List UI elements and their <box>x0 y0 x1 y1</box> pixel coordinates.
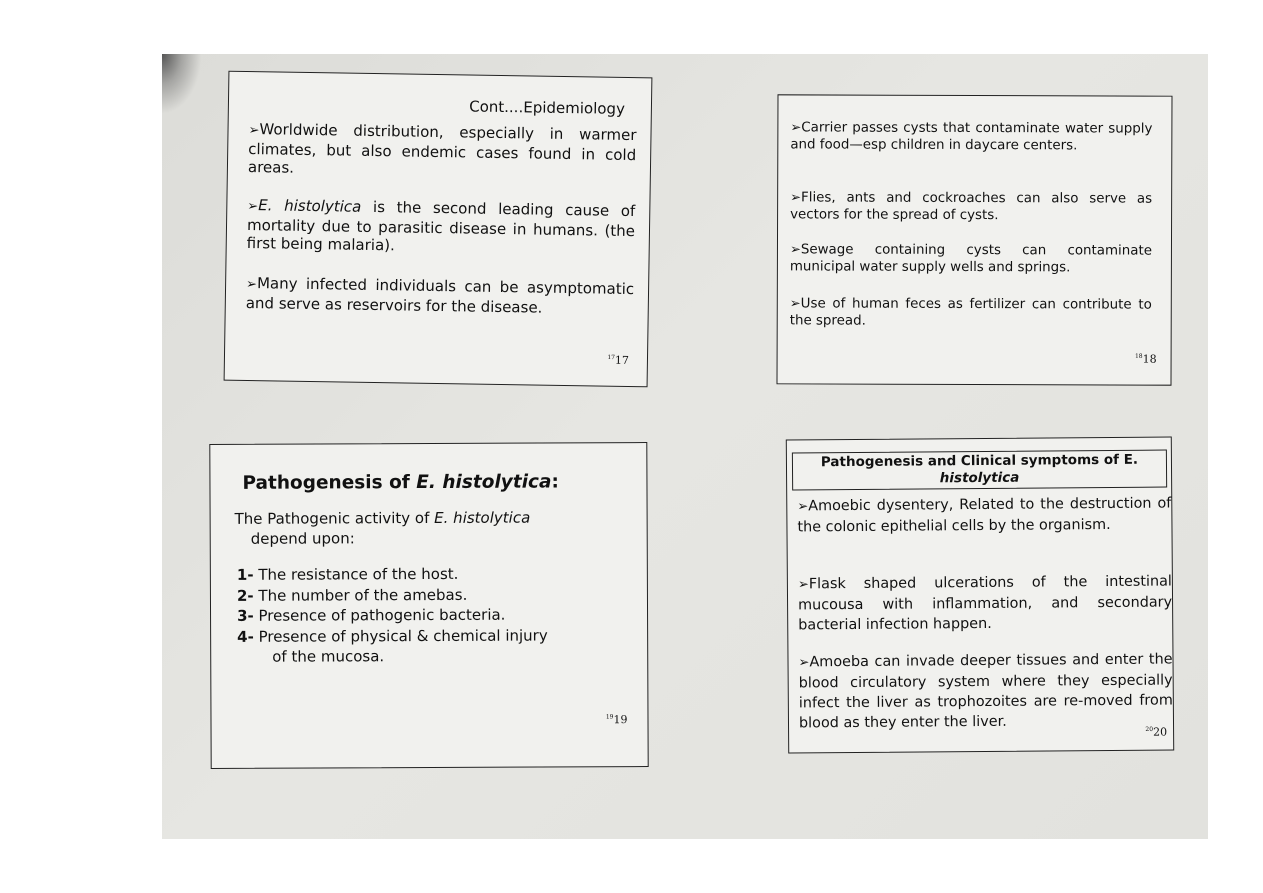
list-item: 2- The number of the amebas. <box>236 585 468 605</box>
list-item: 4- Presence of physical & chemical injury of the mucosa. <box>237 625 548 666</box>
page-number: $^{17}$17 <box>607 353 630 368</box>
slide-20 <box>786 436 1174 753</box>
bullet-mortality: ➢E. histolytica is the second leading cause of mortality due to parasitic disease in humans. (the first being malaria). <box>246 196 636 255</box>
bullet-arrow-icon: ➢ <box>247 199 259 215</box>
photo-background <box>162 54 1208 839</box>
slide-heading: Cont....Epidemiology <box>469 97 626 118</box>
bullet-worldwide: ➢Worldwide distribution, especially in warmer climates, but also endemic cases found in cold areas. <box>247 120 637 177</box>
factor-list <box>237 563 548 667</box>
list-item: 3- Presence of pathogenic bacteria. <box>237 605 506 625</box>
slide-17 <box>224 71 653 388</box>
bullet-carrier: ➢Carrier passes cysts that contaminate water supply and food—esp children in daycare centers. <box>790 120 1153 154</box>
bullet-dysentery: ➢Amoebic dysentery, Related to the destruction of the colonic epithelial cells by the organism. <box>797 495 1172 536</box>
slide-title-box: Pathogenesis and Clinical symptoms of E. histolytica <box>792 450 1167 491</box>
bullet-arrow-icon: ➢ <box>789 242 801 258</box>
bullet-arrow-icon: ➢ <box>248 123 260 139</box>
bullet-flies: ➢Flies, ants and cockroaches can also serve as vectors for the spread of cysts. <box>790 190 1153 224</box>
slide-18 <box>776 94 1172 385</box>
bullet-arrow-icon: ➢ <box>790 120 802 136</box>
bullet-arrow-icon: ➢ <box>790 190 802 206</box>
bullet-arrow-icon: ➢ <box>245 276 258 293</box>
bullet-invade: ➢Amoeba can invade deeper tissues and enter the blood circulatory system where they especially infect the liver as trophozoites are re-moved from blood as they enter the liver. <box>798 651 1173 732</box>
page-corner-shadow <box>162 54 202 114</box>
bullet-arrow-icon: ➢ <box>797 577 809 593</box>
bullet-arrow-icon: ➢ <box>789 296 801 312</box>
page-number: $^{18}$18 <box>1134 352 1157 366</box>
bullet-arrow-icon: ➢ <box>798 655 810 671</box>
page-number: $^{19}$19 <box>605 713 628 727</box>
bullet-ulcerations: ➢Flask shaped ulcerations of the intestinal mucousa with inflammation, and secondary bacterial infection happen. <box>797 573 1173 634</box>
bullet-feces: ➢Use of human feces as fertilizer can contribute to the spread. <box>789 296 1152 329</box>
intro-text: The Pathogenic activity of E. histolytica depend upon: <box>234 508 531 548</box>
bullet-arrow-icon: ➢ <box>797 499 809 515</box>
page-number: $^{20}$20 <box>1145 725 1168 739</box>
bullet-sewage: ➢Sewage containing cysts can contaminate municipal water supply wells and springs. <box>789 242 1152 276</box>
list-item: 1- The resistance of the host. <box>236 564 459 584</box>
bullet-asymptomatic: ➢Many infected individuals can be asymptomatic and serve as reservoirs for the disease. <box>245 274 635 317</box>
slide-19 <box>209 442 648 769</box>
slide-title: Pathogenesis of E. histolytica: <box>242 471 559 494</box>
